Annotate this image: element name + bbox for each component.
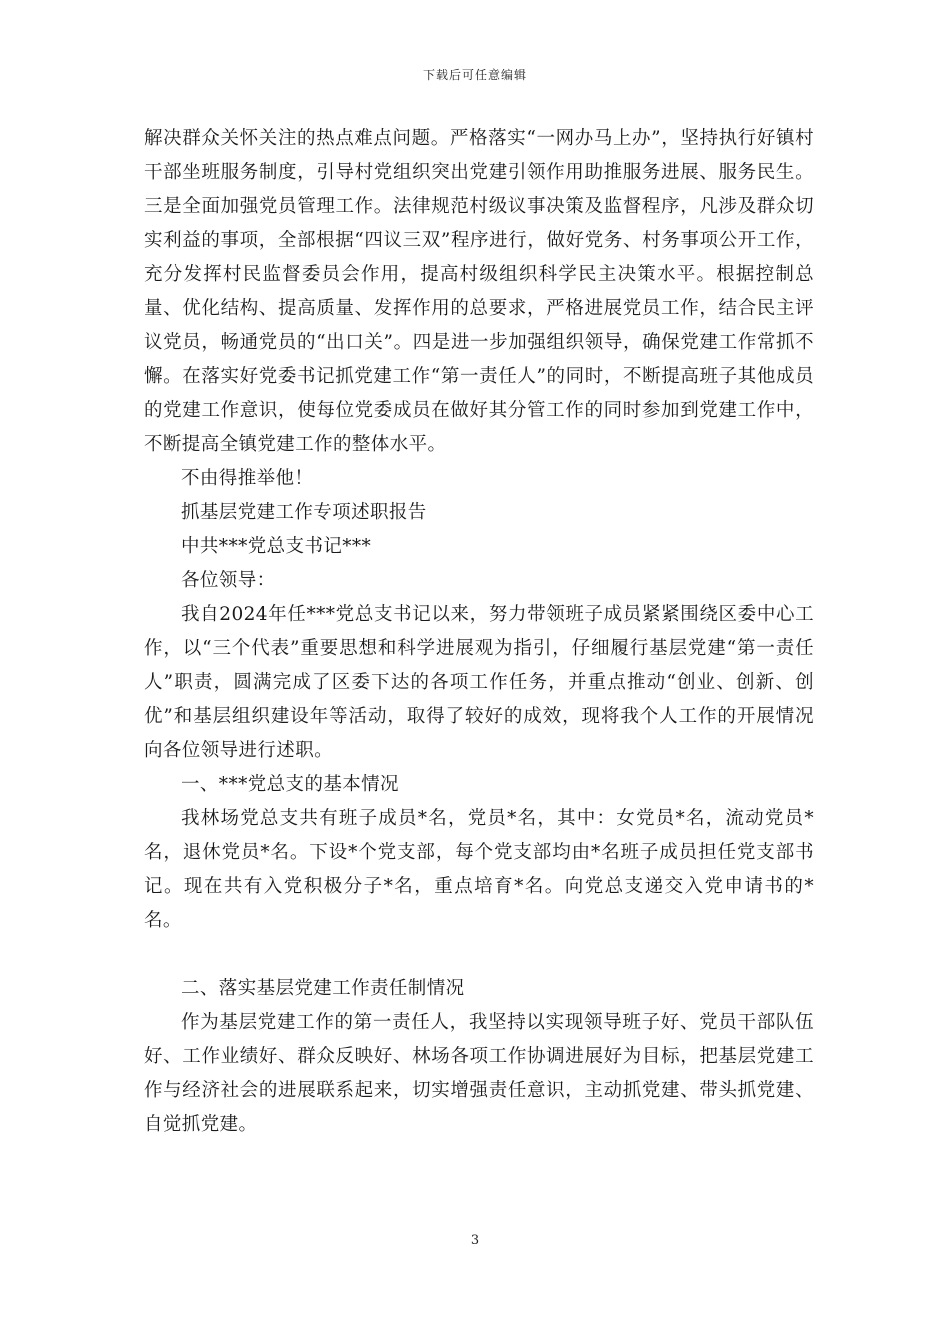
body-paragraph: 解决群众关怀关注的热点难点问题。严格落实“一网办马上办”，坚持执行好镇村干部坐班服务制度，引导村党组织突出党建引领作用助推服务进展、服务民生。三是全面加强党员管理工作。法律规范村级议事决策及监督程序，凡涉及群众切实利益的事项，全部根据“四议三双”程序进行，做好党务、村务事项公开工作，充分发挥村民监督委员会作用，提高村级组织科学民主决策水平。根据控制总量、优化结构、提高质量、发挥作用的总要求，严格进展党员工作，结合民主评议党员，畅通党员的“出口关”。四是进一步加强组织领导，确保党建工作常抓不懈。在落实好党委书记抓党建工作“第一责任人”的同时，不断提高班子其他成员的党建工作意识，使每位党委成员在做好其分管工作的同时参加到党建工作中，不断提高全镇党建工作的整体水平。 (144, 128, 814, 455)
paragraph-spacer (144, 938, 814, 972)
page-number: 3 (470, 1233, 480, 1248)
salutation: 各位领导： (181, 570, 276, 591)
page-header-note: 下载后可任意编辑 (422, 68, 527, 82)
body-paragraph: 不由得推举他！ (181, 468, 314, 489)
body-paragraph: 我林场党总支共有班子成员*名，党员*名，其中：女党员*名，流动党员*名，退休党员*名。下设*个党支部，每个党支部均由*名班子成员担任党支部书记。现在共有入党积极分子*名，重点培育*名。向党总支递交入党申请书的*名。 (144, 808, 814, 931)
section-heading: 一、***党总支的基本情况 (181, 774, 399, 795)
body-paragraph: 作为基层党建工作的第一责任人，我坚持以实现领导班子好、党员干部队伍好、工作业绩好、群众反映好、林场各项工作协调进展好为目标，把基层党建工作与经济社会的进展联系起来，切实增强责任意识，主动抓党建、带头抓党建、自觉抓党建。 (144, 1012, 814, 1135)
report-author: 中共***党总支书记*** (181, 536, 372, 557)
report-title: 抓基层党建工作专项述职报告 (181, 502, 427, 523)
document-body (144, 122, 814, 1142)
section-heading: 二、落实基层党建工作责任制情况 (181, 978, 465, 999)
body-paragraph: 我自2024年任***党总支书记以来，努力带领班子成员紧紧围绕区委中心工作，以“三个代表”重要思想和科学进展观为指引，仔细履行基层党建“第一责任人”职责，圆满完成了区委下达的各项工作任务，并重点推动“创业、创新、创优”和基层组织建设年等活动，取得了较好的成效，现将我个人工作的开展情况向各位领导进行述职。 (144, 604, 814, 761)
